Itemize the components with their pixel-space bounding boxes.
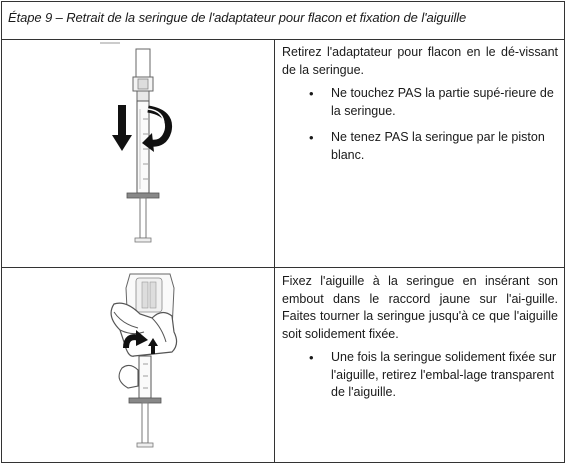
syringe-unscrew-adapter-illustration xyxy=(2,39,275,267)
instruction-text-cell-2 xyxy=(275,268,564,462)
bullet-item xyxy=(309,129,558,164)
info-bullet-list xyxy=(282,349,558,402)
bullet-item xyxy=(309,85,558,120)
instruction-text-cell-1 xyxy=(275,39,564,267)
bullet-icon: • xyxy=(309,350,314,365)
bullet-text: Une fois la seringue solidement fixée sur l'aiguille, retirez l'embal-lage transparent de l'aiguille. xyxy=(331,350,557,399)
illustration-cell-1 xyxy=(2,39,275,267)
warning-bullet-list xyxy=(282,85,558,164)
step-title-row xyxy=(2,2,564,40)
bullet-icon: • xyxy=(309,130,314,145)
illustration-cell-2 xyxy=(2,268,275,462)
bullet-item xyxy=(309,349,558,402)
step-title: Étape 9 – Retrait de la seringue de l'adaptateur pour flacon et fixation de l'aiguille xyxy=(8,10,467,25)
instruction-paragraph: Fixez l'aiguille à la seringue en insérant son embout dans le raccord jaune sur l'ai-guille. Faites tourner la seringue jusqu'à ce que l'aiguille soit solidement fixée. xyxy=(282,274,558,341)
instruction-row-2 xyxy=(2,268,564,462)
bullet-text: Ne touchez PAS la partie supé-rieure de la seringue. xyxy=(331,86,554,118)
needle-attach-illustration xyxy=(2,268,275,462)
bullet-icon: • xyxy=(309,86,314,101)
instruction-table xyxy=(1,1,565,463)
instruction-paragraph: Retirez l'adaptateur pour flacon en le dé-vissant de la seringue. xyxy=(282,45,558,77)
instruction-row-1 xyxy=(2,39,564,268)
bullet-text: Ne tenez PAS la seringue par le piston blanc. xyxy=(331,130,545,162)
